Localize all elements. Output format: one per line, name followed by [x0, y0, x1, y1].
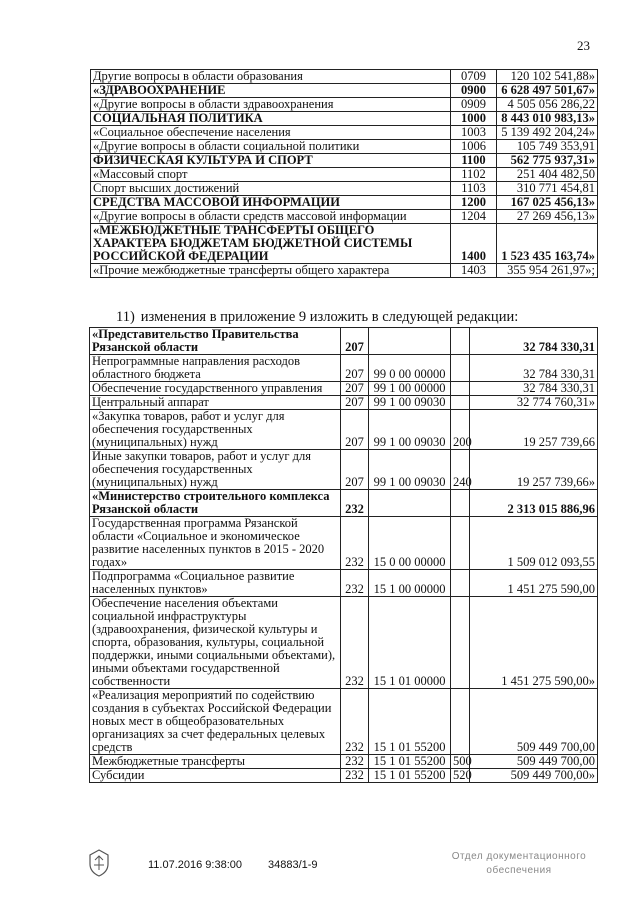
section-code: 1100	[451, 154, 497, 168]
ministry-code: 232	[341, 490, 369, 517]
expense-amount: 509 449 700,00	[470, 689, 598, 755]
ministry-code: 207	[341, 328, 369, 355]
expense-amount: 19 257 739,66	[470, 410, 598, 450]
section-code: 1403	[451, 264, 497, 278]
amendment-caption	[116, 309, 518, 326]
ministry-code: 207	[341, 382, 369, 396]
expense-type-code	[451, 490, 470, 517]
target-article-code: 99 1 00 09030	[369, 450, 451, 490]
section-name: «Прочие межбюджетные трансферты общего характера	[91, 264, 451, 278]
expense-name: Центральный аппарат	[90, 396, 341, 410]
section-amount: 6 628 497 501,67»	[497, 84, 598, 98]
section-amount: 4 505 056 286,22	[497, 98, 598, 112]
expense-type-code: 520	[451, 769, 470, 783]
ministry-code: 207	[341, 450, 369, 490]
target-article-code	[369, 328, 451, 355]
ministry-code: 232	[341, 570, 369, 597]
section-amount: 27 269 456,13»	[497, 210, 598, 224]
expense-amount: 509 449 700,00»	[470, 769, 598, 783]
expense-type-code	[451, 570, 470, 597]
section-code: 0900	[451, 84, 497, 98]
table-row	[91, 168, 598, 182]
expense-name: Иные закупки товаров, работ и услуг для обеспечения государственных (муниципальных) нужд	[90, 450, 341, 490]
table-row	[91, 210, 598, 224]
expense-amount: 32 784 330,31	[470, 382, 598, 396]
table-row	[91, 264, 598, 278]
target-article-code: 15 1 01 55200	[369, 769, 451, 783]
section-amount: 167 025 456,13»	[497, 196, 598, 210]
table-row	[90, 755, 598, 769]
table-row	[90, 769, 598, 783]
table-row	[90, 490, 598, 517]
table-row	[91, 154, 598, 168]
expense-name: «Закупка товаров, работ и услуг для обеспечения государственных (муниципальных) нужд	[90, 410, 341, 450]
table-row	[90, 570, 598, 597]
section-name: Спорт высших достижений	[91, 182, 451, 196]
table-row	[90, 689, 598, 755]
section-name: «Другие вопросы в области средств массовой информации	[91, 210, 451, 224]
table-row	[90, 517, 598, 570]
table-row	[90, 396, 598, 410]
section-code: 1003	[451, 126, 497, 140]
section-code: 1204	[451, 210, 497, 224]
expense-amount: 1 451 275 590,00	[470, 570, 598, 597]
section-amount: 105 749 353,91	[497, 140, 598, 154]
section-code: 1200	[451, 196, 497, 210]
section-name: «МЕЖБЮДЖЕТНЫЕ ТРАНСФЕРТЫ ОБЩЕГО ХАРАКТЕРА БЮДЖЕТАМ БЮДЖЕТНОЙ СИСТЕМЫ РОССИЙСКОЙ ФЕДЕРАЦИИ	[91, 224, 451, 264]
section-budget-table	[90, 69, 598, 278]
section-name: «Другие вопросы в области здравоохранения	[91, 98, 451, 112]
expense-type-code	[451, 689, 470, 755]
expense-type-code: 200	[451, 410, 470, 450]
expense-name: «Реализация мероприятий по содействию создания в субъектах Российской Федерации новых мест в общеобразовательных организациях за счет федеральных целевых средств	[90, 689, 341, 755]
expense-amount: 1 509 012 093,55	[470, 517, 598, 570]
expense-amount: 509 449 700,00	[470, 755, 598, 769]
ministry-code: 232	[341, 755, 369, 769]
expense-name: Субсидии	[90, 769, 341, 783]
ministry-code: 232	[341, 689, 369, 755]
ministry-code: 232	[341, 517, 369, 570]
table-row	[91, 140, 598, 154]
expense-name: Непрограммные направления расходов областного бюджета	[90, 355, 341, 382]
table-row	[91, 70, 598, 84]
expense-amount: 32 784 330,31	[470, 355, 598, 382]
section-name: СРЕДСТВА МАССОВОЙ ИНФОРМАЦИИ	[91, 196, 451, 210]
section-amount: 310 771 454,81	[497, 182, 598, 196]
section-amount: 355 954 261,97»;	[497, 264, 598, 278]
expense-name: «Министерство строительного комплекса Рязанской области	[90, 490, 341, 517]
expense-name: «Представительство Правительства Рязанской области	[90, 328, 341, 355]
registration-stamp	[444, 850, 594, 884]
target-article-code: 99 0 00 00000	[369, 355, 451, 382]
target-article-code: 15 1 01 55200	[369, 755, 451, 769]
crest-icon	[86, 848, 112, 878]
section-name: «ЗДРАВООХРАНЕНИЕ	[91, 84, 451, 98]
section-amount: 1 523 435 163,74»	[497, 224, 598, 264]
ministry-code: 232	[341, 769, 369, 783]
expense-amount: 1 451 275 590,00»	[470, 597, 598, 689]
section-code: 1006	[451, 140, 497, 154]
expense-amount: 2 313 015 886,96	[470, 490, 598, 517]
expense-amount: 32 774 760,31»	[470, 396, 598, 410]
section-code: 1400	[451, 224, 497, 264]
section-amount: 120 102 541,88»	[497, 70, 598, 84]
expense-type-code: 240	[451, 450, 470, 490]
target-article-code: 15 1 00 00000	[369, 570, 451, 597]
section-amount: 251 404 482,50	[497, 168, 598, 182]
section-name: «Другие вопросы в области социальной политики	[91, 140, 451, 154]
stamp-line-1: Отдел документационного	[451, 851, 587, 862]
caption-text: изменения в приложение 9 изложить в следующей редакции:	[140, 309, 519, 325]
section-code: 1103	[451, 182, 497, 196]
table-row	[91, 224, 598, 264]
stamp-line-2: обеспечения	[486, 865, 552, 876]
section-code: 1102	[451, 168, 497, 182]
target-article-code: 15 1 01 55200	[369, 689, 451, 755]
expense-type-code: 500	[451, 755, 470, 769]
table-row	[90, 410, 598, 450]
target-article-code: 99 1 00 09030	[369, 410, 451, 450]
table-row	[91, 182, 598, 196]
target-article-code: 15 1 01 00000	[369, 597, 451, 689]
ministry-code: 207	[341, 410, 369, 450]
table-row	[91, 84, 598, 98]
section-code: 0709	[451, 70, 497, 84]
expense-amount: 32 784 330,31	[470, 328, 598, 355]
table-row	[91, 196, 598, 210]
section-name: «Социальное обеспечение населения	[91, 126, 451, 140]
expense-type-code	[451, 355, 470, 382]
expense-type-code	[451, 396, 470, 410]
table-row	[91, 98, 598, 112]
ministry-code: 232	[341, 597, 369, 689]
expense-type-code	[451, 382, 470, 396]
section-name: Другие вопросы в области образования	[91, 70, 451, 84]
ministry-code: 207	[341, 355, 369, 382]
expense-name: Подпрограмма «Социальное развитие населенных пунктов»	[90, 570, 341, 597]
expense-name: Обеспечение населения объектами социальной инфраструктуры (здравоохранения, физической культуры и спорта, образования, культуры, социальной поддержки, иными социальными объектами), иными объектами государственной собственности	[90, 597, 341, 689]
table-row	[90, 597, 598, 689]
expense-amount: 19 257 739,66»	[470, 450, 598, 490]
page-number: 23	[577, 38, 590, 53]
expense-type-code	[451, 517, 470, 570]
footer-doc-number: 34883/1-9	[268, 859, 318, 871]
table-row	[91, 112, 598, 126]
expense-name: Государственная программа Рязанской области «Социальное и экономическое развитие населенных пунктов в 2015 - 2020 годах»	[90, 517, 341, 570]
section-name: СОЦИАЛЬНАЯ ПОЛИТИКА	[91, 112, 451, 126]
section-amount: 5 139 492 204,24»	[497, 126, 598, 140]
departmental-budget-table	[89, 327, 598, 783]
section-amount: 562 775 937,31»	[497, 154, 598, 168]
target-article-code	[369, 490, 451, 517]
table-row	[90, 382, 598, 396]
footer-datetime: 11.07.2016 9:38:00	[148, 859, 242, 871]
section-amount: 8 443 010 983,13»	[497, 112, 598, 126]
table-row	[90, 355, 598, 382]
table-row	[90, 328, 598, 355]
expense-type-code	[451, 328, 470, 355]
section-code: 1000	[451, 112, 497, 126]
section-name: «Массовый спорт	[91, 168, 451, 182]
section-name: ФИЗИЧЕСКАЯ КУЛЬТУРА И СПОРТ	[91, 154, 451, 168]
expense-name: Обеспечение государственного управления	[90, 382, 341, 396]
section-code: 0909	[451, 98, 497, 112]
target-article-code: 99 1 00 00000	[369, 382, 451, 396]
expense-type-code	[451, 597, 470, 689]
ministry-code: 207	[341, 396, 369, 410]
expense-name: Межбюджетные трансферты	[90, 755, 341, 769]
table-row	[91, 126, 598, 140]
caption-number: 11)	[116, 309, 135, 325]
target-article-code: 15 0 00 00000	[369, 517, 451, 570]
table-row	[90, 450, 598, 490]
target-article-code: 99 1 00 09030	[369, 396, 451, 410]
